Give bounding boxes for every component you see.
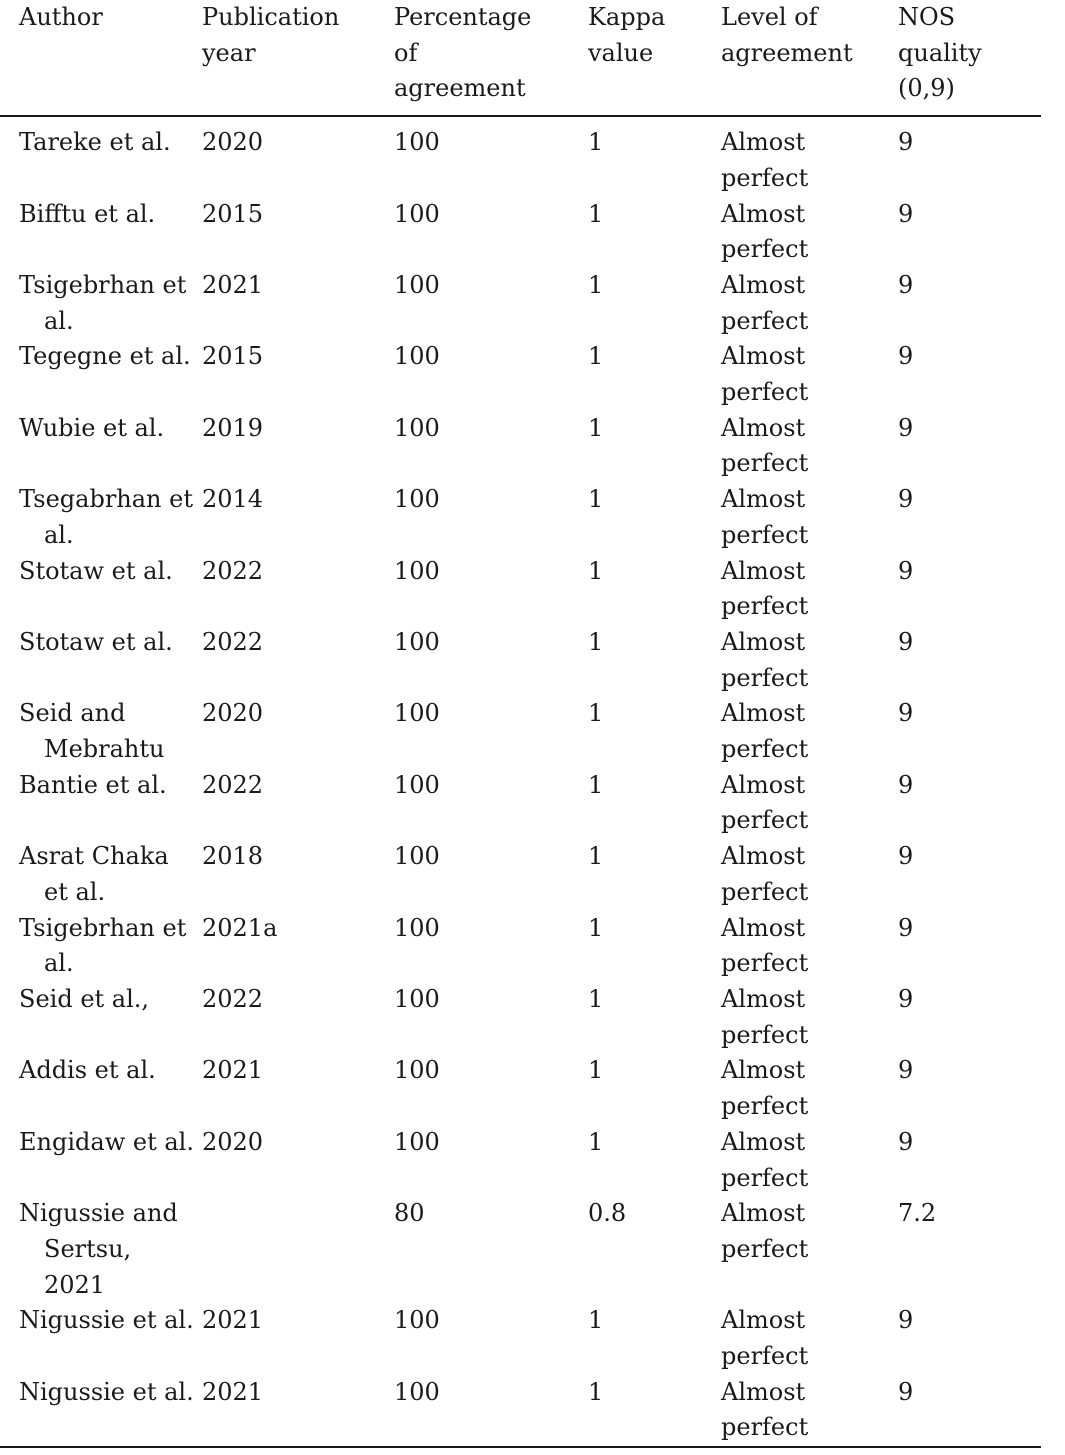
cell-percentage-of-agreement (394, 1303, 588, 1374)
table-header (0, 0, 1041, 116)
cell-publication-year (202, 625, 394, 696)
cell-publication-year-text: 2020 (202, 128, 264, 157)
cell-kappa-value (588, 1053, 721, 1124)
cell-author-text: Wubie et al. (19, 413, 165, 442)
cell-level-of-agreement-text: Almost perfect (721, 770, 809, 835)
cell-author (0, 554, 202, 625)
table-row (0, 1303, 1041, 1374)
cell-nos-quality (898, 482, 1041, 553)
cell-level-of-agreement-text: Almost perfect (721, 199, 809, 264)
cell-level-of-agreement-text: Almost perfect (721, 556, 809, 621)
cell-publication-year-text: 2022 (202, 984, 264, 1013)
cell-publication-year-text: 2020 (202, 699, 264, 728)
cell-level-of-agreement (721, 625, 898, 696)
cell-kappa-value (588, 982, 721, 1053)
cell-percentage-of-agreement-text: 100 (394, 1056, 440, 1085)
cell-nos-quality-text: 9 (898, 1306, 914, 1335)
cell-level-of-agreement-text: Almost perfect (721, 699, 809, 764)
cell-author (0, 696, 202, 767)
cell-level-of-agreement-text: Almost perfect (721, 270, 809, 335)
cell-percentage-of-agreement-text: 100 (394, 128, 440, 157)
cell-level-of-agreement-text: Almost perfect (721, 1199, 809, 1263)
cell-kappa-value-text: 1 (588, 770, 604, 799)
cell-author-text: Bantie et al. (19, 770, 167, 799)
cell-author-text: Tsigebrhan et al. (19, 270, 187, 335)
cell-level-of-agreement (721, 1303, 898, 1374)
cell-nos-quality (898, 768, 1041, 839)
table-row (0, 482, 1041, 553)
cell-nos-quality-text: 9 (898, 128, 914, 157)
cell-level-of-agreement-text: Almost perfect (721, 1056, 809, 1121)
table-row (0, 197, 1041, 268)
cell-kappa-value-text: 1 (588, 627, 604, 656)
cell-nos-quality-text: 9 (898, 699, 914, 728)
cell-level-of-agreement-text: Almost perfect (721, 128, 809, 192)
cell-kappa-value-text: 1 (588, 342, 604, 371)
cell-level-of-agreement-text: Almost perfect (721, 842, 809, 906)
cell-kappa-value (588, 839, 721, 910)
cell-publication-year (202, 197, 394, 268)
cell-nos-quality (898, 554, 1041, 625)
cell-level-of-agreement (721, 116, 898, 196)
cell-author (0, 197, 202, 268)
cell-author-text: Seid and Mebrahtu (19, 699, 165, 764)
cell-author (0, 1125, 202, 1196)
cell-level-of-agreement-text: Almost perfect (721, 1306, 809, 1371)
cell-percentage-of-agreement-text: 100 (394, 1306, 440, 1335)
cell-author (0, 1053, 202, 1124)
table-row (0, 339, 1041, 410)
cell-kappa-value-text: 1 (588, 485, 604, 514)
cell-kappa-value-text: 1 (588, 128, 604, 157)
cell-percentage-of-agreement (394, 982, 588, 1053)
cell-kappa-value (588, 339, 721, 410)
cell-kappa-value-text: 0.8 (588, 1199, 627, 1228)
cell-percentage-of-agreement (394, 197, 588, 268)
cell-nos-quality (898, 625, 1041, 696)
cell-publication-year (202, 1196, 394, 1303)
cell-percentage-of-agreement (394, 1375, 588, 1446)
cell-nos-quality-text: 9 (898, 413, 914, 442)
cell-nos-quality-text: 9 (898, 199, 914, 228)
cell-publication-year-text: 2019 (202, 413, 264, 442)
cell-nos-quality-text: 9 (898, 627, 914, 656)
cell-publication-year-text: 2022 (202, 556, 264, 585)
cell-author (0, 411, 202, 482)
table-row (0, 268, 1041, 339)
cell-kappa-value (588, 625, 721, 696)
cell-percentage-of-agreement-text: 100 (394, 627, 440, 656)
cell-percentage-of-agreement (394, 625, 588, 696)
cell-percentage-of-agreement-text: 100 (394, 199, 440, 228)
cell-author-text: Asrat Chaka et al. (19, 842, 169, 906)
cell-kappa-value (588, 1303, 721, 1374)
cell-nos-quality-text: 9 (898, 485, 914, 514)
cell-percentage-of-agreement (394, 411, 588, 482)
cell-nos-quality (898, 1125, 1041, 1196)
table-row (0, 116, 1041, 196)
cell-publication-year-text: 2021 (202, 1306, 264, 1335)
cell-publication-year-text: 2020 (202, 1127, 264, 1156)
cell-publication-year-text: 2021 (202, 1377, 264, 1406)
cell-kappa-value (588, 268, 721, 339)
cell-nos-quality (898, 1196, 1041, 1303)
table-row (0, 625, 1041, 696)
cell-author (0, 982, 202, 1053)
cell-nos-quality-text: 9 (898, 770, 914, 799)
cell-nos-quality-text: 9 (898, 1127, 914, 1156)
cell-nos-quality (898, 339, 1041, 410)
cell-percentage-of-agreement (394, 554, 588, 625)
cell-percentage-of-agreement-text: 100 (394, 413, 440, 442)
cell-percentage-of-agreement-text: 100 (394, 984, 440, 1013)
cell-kappa-value-text: 1 (588, 1377, 604, 1406)
table-row (0, 768, 1041, 839)
cell-publication-year (202, 696, 394, 767)
cell-publication-year-text: 2022 (202, 770, 264, 799)
cell-publication-year (202, 554, 394, 625)
cell-kappa-value-text: 1 (588, 199, 604, 228)
table-row (0, 554, 1041, 625)
cell-publication-year (202, 482, 394, 553)
cell-level-of-agreement (721, 1196, 898, 1303)
cell-nos-quality (898, 116, 1041, 196)
cell-nos-quality (898, 911, 1041, 982)
cell-percentage-of-agreement-text: 80 (394, 1199, 425, 1228)
cell-level-of-agreement (721, 839, 898, 910)
cell-publication-year-text: 2022 (202, 627, 264, 656)
cell-nos-quality (898, 696, 1041, 767)
cell-percentage-of-agreement (394, 911, 588, 982)
cell-percentage-of-agreement (394, 1196, 588, 1303)
table-row (0, 1053, 1041, 1124)
cell-author (0, 625, 202, 696)
cell-author-text: Tsegabrhan et al. (19, 485, 193, 549)
cell-percentage-of-agreement-text: 100 (394, 699, 440, 728)
table-row (0, 696, 1041, 767)
cell-author-text: Tegegne et al. (19, 342, 191, 371)
cell-author (0, 768, 202, 839)
cell-nos-quality (898, 982, 1041, 1053)
cell-publication-year (202, 839, 394, 910)
cell-author (0, 268, 202, 339)
cell-nos-quality (898, 268, 1041, 339)
cell-author (0, 1303, 202, 1374)
cell-kappa-value (588, 1196, 721, 1303)
header-level-of-agreement: Level of agreement (721, 0, 898, 116)
cell-nos-quality (898, 197, 1041, 268)
cell-kappa-value (588, 411, 721, 482)
cell-author (0, 911, 202, 982)
cell-kappa-value-text: 1 (588, 270, 604, 299)
cell-kappa-value-text: 1 (588, 699, 604, 728)
cell-level-of-agreement-text: Almost perfect (721, 1377, 809, 1442)
cell-percentage-of-agreement (394, 696, 588, 767)
table-row (0, 1375, 1041, 1446)
cell-level-of-agreement (721, 696, 898, 767)
cell-author-text: Tareke et al. (19, 128, 171, 157)
cell-level-of-agreement (721, 554, 898, 625)
cell-publication-year-text: 2021a (202, 913, 278, 942)
cell-author-text: Addis et al. (19, 1056, 156, 1085)
cell-author-text: Bifftu et al. (19, 199, 156, 228)
cell-level-of-agreement (721, 768, 898, 839)
table-row (0, 1125, 1041, 1196)
cell-level-of-agreement (721, 911, 898, 982)
cell-nos-quality (898, 1375, 1041, 1446)
table-row (0, 411, 1041, 482)
cell-level-of-agreement (721, 411, 898, 482)
cell-publication-year (202, 411, 394, 482)
cell-author (0, 839, 202, 910)
cell-publication-year (202, 1303, 394, 1374)
cell-level-of-agreement-text: Almost perfect (721, 485, 809, 549)
header-kappa-value: Kappa value (588, 0, 721, 116)
cell-percentage-of-agreement-text: 100 (394, 342, 440, 371)
cell-kappa-value (588, 482, 721, 553)
cell-kappa-value (588, 554, 721, 625)
cell-level-of-agreement (721, 339, 898, 410)
cell-publication-year (202, 116, 394, 196)
cell-kappa-value-text: 1 (588, 556, 604, 585)
cell-publication-year-text: 2021 (202, 270, 264, 299)
table-body (0, 116, 1041, 1446)
cell-author (0, 482, 202, 553)
cell-nos-quality (898, 411, 1041, 482)
cell-publication-year-text: 2015 (202, 199, 264, 228)
header-publication-year: Publication year (202, 0, 394, 116)
cell-nos-quality-text: 9 (898, 1056, 914, 1085)
cell-level-of-agreement (721, 197, 898, 268)
cell-publication-year-text: 2015 (202, 342, 264, 371)
cell-kappa-value-text: 1 (588, 413, 604, 442)
cell-percentage-of-agreement-text: 100 (394, 1127, 440, 1156)
header-percentage-of-agreement: Percentage of agreement (394, 0, 588, 116)
cell-publication-year-text: 2014 (202, 485, 264, 514)
cell-kappa-value-text: 1 (588, 984, 604, 1013)
table-row (0, 982, 1041, 1053)
cell-level-of-agreement (721, 268, 898, 339)
cell-kappa-value (588, 1125, 721, 1196)
cell-kappa-value (588, 696, 721, 767)
cell-kappa-value-text: 1 (588, 1306, 604, 1335)
cell-publication-year-text: 2021 (202, 1056, 264, 1085)
cell-kappa-value-text: 1 (588, 913, 604, 942)
cell-kappa-value (588, 1375, 721, 1446)
cell-kappa-value (588, 116, 721, 196)
cell-percentage-of-agreement-text: 100 (394, 556, 440, 585)
cell-author-text: Stotaw et al. (19, 627, 173, 656)
cell-publication-year (202, 339, 394, 410)
cell-level-of-agreement (721, 1053, 898, 1124)
cell-nos-quality-text: 9 (898, 1377, 914, 1406)
cell-percentage-of-agreement (394, 1125, 588, 1196)
cell-level-of-agreement (721, 1375, 898, 1446)
table-bottom-rule (0, 1446, 1041, 1448)
cell-percentage-of-agreement (394, 482, 588, 553)
cell-publication-year (202, 911, 394, 982)
cell-kappa-value-text: 1 (588, 842, 604, 871)
cell-percentage-of-agreement-text: 100 (394, 770, 440, 799)
cell-level-of-agreement-text: Almost perfect (721, 342, 809, 407)
cell-percentage-of-agreement (394, 768, 588, 839)
cell-author-text: Nigussie et al. (19, 1306, 194, 1335)
cell-nos-quality-text: 9 (898, 984, 914, 1013)
cell-publication-year (202, 1053, 394, 1124)
cell-author-text: Nigussie and Sertsu, 2021 (19, 1199, 178, 1299)
cell-author-text: Tsigebrhan et al. (19, 913, 187, 978)
cell-nos-quality (898, 839, 1041, 910)
header-nos-quality: NOS quality (0,9) (898, 0, 1041, 116)
cell-nos-quality (898, 1053, 1041, 1124)
cell-author (0, 339, 202, 410)
cell-publication-year (202, 982, 394, 1053)
cell-level-of-agreement-text: Almost perfect (721, 413, 809, 478)
cell-percentage-of-agreement (394, 1053, 588, 1124)
cell-publication-year-text: 2018 (202, 842, 264, 871)
cell-author (0, 1375, 202, 1446)
cell-nos-quality-text: 9 (898, 342, 914, 371)
cell-level-of-agreement (721, 482, 898, 553)
cell-author (0, 1196, 202, 1303)
cell-kappa-value (588, 197, 721, 268)
cell-percentage-of-agreement-text: 100 (394, 913, 440, 942)
cell-publication-year (202, 1125, 394, 1196)
cell-percentage-of-agreement (394, 839, 588, 910)
cell-percentage-of-agreement-text: 100 (394, 485, 440, 514)
cell-level-of-agreement-text: Almost perfect (721, 984, 809, 1049)
cell-publication-year (202, 768, 394, 839)
cell-percentage-of-agreement (394, 116, 588, 196)
cell-percentage-of-agreement-text: 100 (394, 842, 440, 871)
cell-nos-quality-text: 9 (898, 842, 914, 871)
cell-kappa-value (588, 768, 721, 839)
cell-author-text: Nigussie et al. (19, 1377, 194, 1406)
cell-kappa-value (588, 911, 721, 982)
cell-author (0, 116, 202, 196)
cell-nos-quality-text: 9 (898, 913, 914, 942)
cell-publication-year (202, 268, 394, 339)
cell-kappa-value-text: 1 (588, 1056, 604, 1085)
cell-nos-quality-text: 9 (898, 270, 914, 299)
cell-author-text: Seid et al., (19, 984, 150, 1013)
cell-publication-year (202, 1375, 394, 1446)
cell-nos-quality-text: 7.2 (898, 1199, 937, 1228)
header-row (0, 0, 1041, 116)
cell-level-of-agreement (721, 982, 898, 1053)
cell-author-text: Stotaw et al. (19, 556, 173, 585)
cell-percentage-of-agreement-text: 100 (394, 1377, 440, 1406)
cell-percentage-of-agreement (394, 268, 588, 339)
cell-percentage-of-agreement-text: 100 (394, 270, 440, 299)
cell-kappa-value-text: 1 (588, 1127, 604, 1156)
cell-level-of-agreement (721, 1125, 898, 1196)
table-row (0, 839, 1041, 910)
cell-level-of-agreement-text: Almost perfect (721, 1127, 809, 1192)
table-row (0, 1196, 1041, 1303)
cell-level-of-agreement-text: Almost perfect (721, 627, 809, 692)
cell-percentage-of-agreement (394, 339, 588, 410)
cell-author-text: Engidaw et al. (19, 1127, 194, 1156)
cell-nos-quality (898, 1303, 1041, 1374)
cell-nos-quality-text: 9 (898, 556, 914, 585)
cell-level-of-agreement-text: Almost perfect (721, 913, 809, 978)
table-row (0, 911, 1041, 982)
header-author: Author (0, 0, 202, 116)
